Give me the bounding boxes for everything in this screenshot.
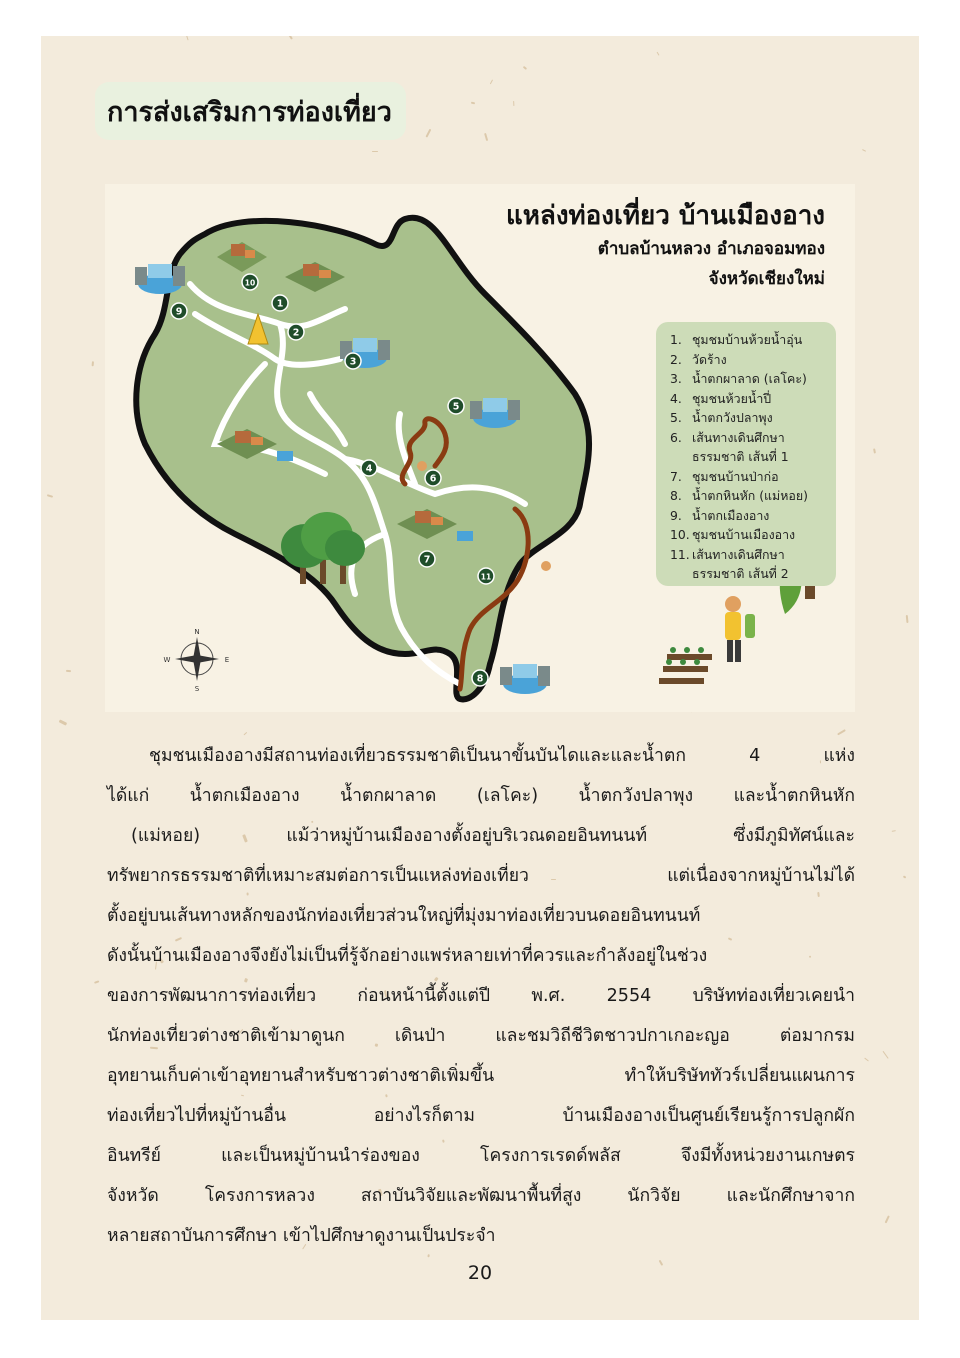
paper-fiber bbox=[186, 36, 189, 41]
legend-label: น้ำตกวังปลาพุง bbox=[692, 410, 773, 425]
map-marker-label: 6 bbox=[429, 473, 437, 485]
map-marker-6 bbox=[425, 470, 441, 486]
legend-number: 6. bbox=[670, 429, 682, 445]
legend-label: เส้นทางเดินศึกษา bbox=[692, 429, 785, 445]
legend-number: 3. bbox=[670, 371, 682, 386]
legend-number: 1. bbox=[670, 332, 682, 347]
legend-item bbox=[670, 545, 830, 565]
paper-fiber bbox=[885, 1215, 891, 1223]
legend-label: น้ำตกเมืองอาง bbox=[692, 507, 770, 523]
legend-number: 7. bbox=[670, 468, 682, 484]
body-line: ชุมชนเมืองอางมีสถานท่องเที่ยวธรรมชาติเป็นนาขั้นบันไดและและน้ำตก 4 แห่ง bbox=[149, 746, 855, 766]
paper-fiber bbox=[902, 875, 906, 879]
paper-fiber bbox=[905, 615, 908, 623]
body-line: (แม่หอย) แม้ว่าหมู่บ้านเมืองอางตั้งอยู่บริเวณดอยอินทนนท์ ซึ่งมีภูมิทัศน์และ bbox=[131, 826, 855, 846]
map-marker-label: 5 bbox=[452, 401, 460, 413]
paper-fiber bbox=[483, 133, 487, 141]
body-line: ตั้งอยู่บนเส้นทางหลักของนักท่องเที่ยวส่วนใหญ่ที่มุ่งมาท่องเที่ยวบนดอยอินทนนท์ bbox=[107, 906, 701, 926]
legend-number: 5. bbox=[670, 410, 682, 425]
paper-fiber bbox=[489, 79, 492, 84]
paper-fiber bbox=[837, 729, 846, 736]
legend-item bbox=[670, 486, 830, 506]
map-marker-label: 9 bbox=[175, 306, 183, 318]
legend-item bbox=[670, 447, 830, 467]
map-marker-label: 11 bbox=[480, 572, 492, 582]
legend-label: ชุมชนบ้านป่าก่อ bbox=[692, 468, 779, 484]
page-number: 20 bbox=[467, 1262, 493, 1284]
legend-item bbox=[670, 389, 830, 409]
paper-fiber bbox=[883, 1051, 889, 1059]
paper-fiber bbox=[59, 719, 67, 725]
paper-fiber bbox=[66, 669, 71, 671]
legend-label: ธรรมชาติ เส้นที่ 1 bbox=[692, 449, 789, 464]
legend-label: ชุมชนบ้านเมืองอาง bbox=[692, 527, 796, 542]
legend-item bbox=[670, 467, 830, 487]
legend-label: ชุมชนห้วยน้ำปี่ bbox=[692, 390, 772, 406]
body-paragraph bbox=[107, 736, 855, 1256]
map-marker-label: 2 bbox=[292, 327, 300, 339]
map-marker-label: 4 bbox=[365, 463, 373, 475]
map-marker-10 bbox=[242, 274, 258, 290]
legend-label: น้ำตกหินหัก (แม่หอย) bbox=[692, 488, 808, 503]
paper-fiber bbox=[94, 981, 100, 985]
body-line: ได้แก่ น้ำตกเมืองอาง น้ำตกผาลาด (เลโคะ) น้ำตกวังปลาพุง และน้ำตกหินหัก bbox=[107, 786, 855, 806]
map-marker-4 bbox=[361, 460, 377, 476]
paper-fiber bbox=[657, 52, 660, 56]
paper-fiber bbox=[92, 362, 95, 368]
body-line: หลายสถาบันการศึกษา เข้าไปศึกษาดูงานเป็นประจำ bbox=[107, 1226, 496, 1246]
map-marker-label: 1 bbox=[276, 298, 284, 310]
body-line: ท่องเที่ยวไปที่หมู่บ้านอื่น อย่างไรก็ตาม บ้านเมืองอางเป็นศูนย์เรียนรู้การปลูกผัก bbox=[107, 1106, 855, 1126]
body-line: อินทรีย์ และเป็นหมู่บ้านนำร่องของ โครงการเรดด์พลัส จึงมีทั้งหน่วยงานเกษตร bbox=[107, 1146, 855, 1166]
legend-number: 4. bbox=[670, 390, 682, 406]
map-marker-11 bbox=[478, 568, 494, 584]
section-title-text: การส่งเสริมการท่องเที่ยว bbox=[107, 96, 392, 128]
map-legend bbox=[656, 322, 836, 586]
compass-n: N bbox=[194, 628, 200, 636]
hiker-icon bbox=[541, 561, 551, 571]
legend-item bbox=[670, 428, 830, 448]
legend-number: 8. bbox=[670, 488, 682, 503]
paper-fiber bbox=[513, 101, 515, 106]
map-marker-label: 7 bbox=[423, 554, 431, 566]
legend-item bbox=[670, 369, 830, 389]
legend-item bbox=[670, 525, 830, 545]
paper-fiber bbox=[471, 102, 475, 105]
tourism-map bbox=[105, 184, 855, 712]
legend-number: 9. bbox=[670, 507, 682, 523]
body-line: ดังนั้นบ้านเมืองอางจึงยังไม่เป็นที่รู้จักอย่างแพร่หลายเท่าที่ควรและกำลังอยู่ในช่วง bbox=[107, 946, 708, 966]
legend-item bbox=[670, 506, 830, 526]
legend-item bbox=[670, 408, 830, 428]
section-title bbox=[95, 82, 406, 140]
map-marker-9 bbox=[171, 303, 187, 319]
paper-fiber bbox=[873, 449, 876, 454]
legend-number: 2. bbox=[670, 351, 682, 367]
legend-number: 11. bbox=[670, 546, 690, 562]
paper-fiber bbox=[425, 129, 431, 138]
paper-fiber bbox=[864, 1058, 869, 1062]
map-marker-1 bbox=[272, 295, 288, 311]
paper-fiber bbox=[372, 151, 378, 153]
paper-fiber bbox=[288, 36, 293, 40]
legend-item bbox=[670, 350, 830, 370]
map-marker-7 bbox=[419, 551, 435, 567]
map-title: แหล่งท่องเที่ยว บ้านเมืองอาง bbox=[505, 201, 825, 231]
legend-item bbox=[670, 564, 830, 584]
legend-label: วัดร้าง bbox=[692, 351, 727, 367]
paper-fiber bbox=[47, 494, 53, 497]
body-line: นักท่องเที่ยวต่างชาติเข้ามาดูนก เดินป่า และชมวิถีชีวิตชาวปกาเกอะญอ ต่อมากรม bbox=[107, 1026, 855, 1046]
legend-label: น้ำตกผาลาด (เลโคะ) bbox=[692, 371, 807, 386]
map-marker-label: 10 bbox=[244, 278, 256, 288]
body-line: อุทยานเก็บค่าเข้าอุทยานสำหรับชาวต่างชาติเพิ่มขึ้น ทำให้บริษัททัวร์เปลี่ยนแผนการ bbox=[107, 1066, 855, 1086]
map-marker-5 bbox=[448, 398, 464, 414]
compass-w: W bbox=[163, 656, 171, 664]
map-subtitle-district: ตำบลบ้านหลวง อำเภอจอมทอง bbox=[597, 239, 825, 259]
legend-number: 10. bbox=[670, 527, 690, 542]
map-marker-label: 8 bbox=[476, 673, 484, 685]
map-title-block bbox=[506, 198, 825, 294]
compass-rose bbox=[164, 628, 230, 693]
map-marker-3 bbox=[345, 353, 361, 369]
hiker-icon bbox=[417, 461, 427, 471]
compass-s: S bbox=[194, 685, 200, 693]
map-marker-2 bbox=[288, 324, 304, 340]
body-line: จังหวัด โครงการหลวง สถาบันวิจัยและพัฒนาพื้นที่สูง นักวิจัย และนักศึกษาจาก bbox=[107, 1186, 855, 1206]
paper-fiber bbox=[523, 66, 527, 70]
legend-label: เส้นทางเดินศึกษา bbox=[692, 546, 785, 562]
compass-e: E bbox=[224, 656, 230, 664]
map-marker-label: 3 bbox=[349, 356, 357, 368]
page bbox=[41, 36, 919, 1320]
map-subtitle-province: จังหวัดเชียงใหม่ bbox=[708, 269, 825, 289]
paper-fiber bbox=[892, 830, 896, 832]
body-line: ทรัพยากรธรรมชาติที่เหมาะสมต่อการเป็นแหล่งท่องเที่ยว แต่เนื่องจากหมู่บ้านไม่ได้ bbox=[107, 866, 855, 886]
body-line: ของการพัฒนาการท่องเที่ยว ก่อนหน้านี้ตั้งแต่ปี พ.ศ. 2554 บริษัทท่องเที่ยวเคยนำ bbox=[107, 986, 855, 1006]
legend-item bbox=[670, 330, 830, 350]
paper-fiber bbox=[861, 149, 866, 152]
legend-label: ธรรมชาติ เส้นที่ 2 bbox=[692, 566, 789, 581]
map-marker-8 bbox=[472, 670, 488, 686]
legend-label: ชุมชมบ้านห้วยน้ำอุ่น bbox=[692, 332, 803, 347]
